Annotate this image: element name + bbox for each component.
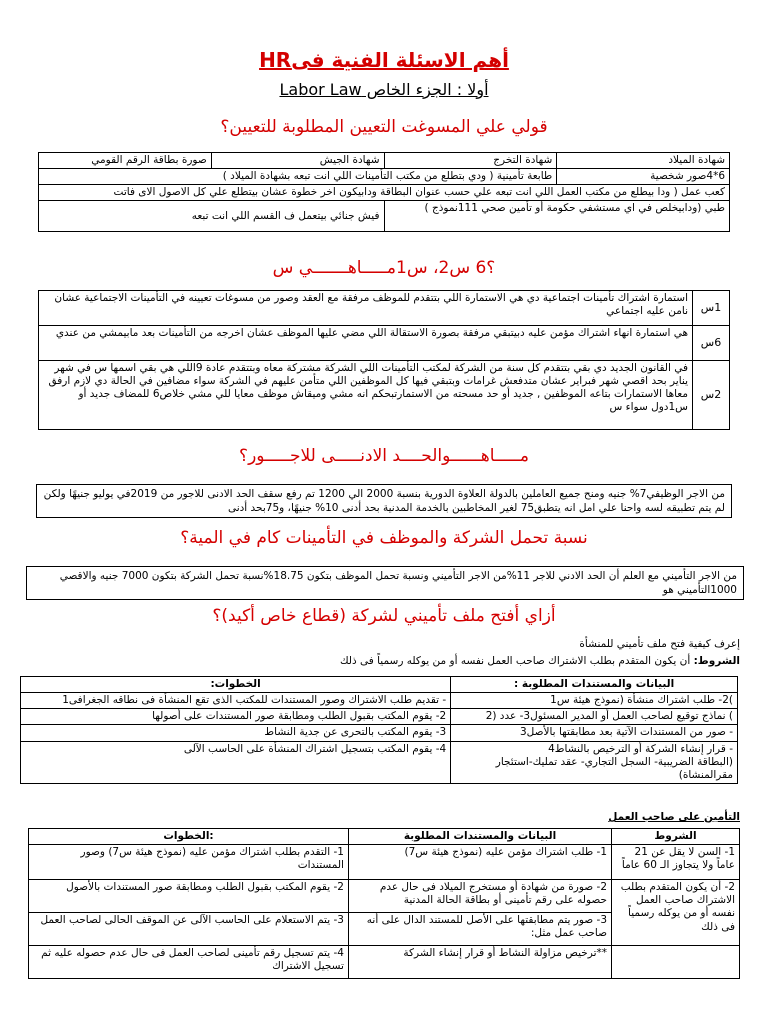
table-row	[21, 741, 738, 783]
table-row	[29, 845, 740, 880]
table-cell: ) نماذج توقيع لصاحب العمل أو المدير المسئول3- عدد (2	[451, 709, 738, 725]
table-cell: 1- طلب اشتراك مؤمن عليه (نموذج هيئة س7)	[348, 845, 611, 880]
required-documents-table	[38, 152, 730, 232]
form-code: 2س	[693, 361, 730, 430]
intro-text: إعرف كيفية فتح ملف تأميني للمنشأة	[579, 638, 740, 650]
table-cell: 4- يقوم المكتب بتسجيل اشتراك المنشأة على الحاسب الآلى	[21, 741, 451, 783]
section-subtitle: أولا : الجزء الخاص Labor Law	[279, 80, 489, 99]
column-header-steps: الخطوات:	[21, 677, 451, 693]
table-cell: 3- صور يتم مطابقتها على الأصل للمستند الدال على أنه صاحب عمل مثل:	[348, 913, 611, 946]
table-row	[29, 946, 740, 979]
doc-item: (البطاقة الضريبية- السجل التجاري- عقد تمليك-استئجار مقرالمنشاة)	[495, 755, 733, 781]
page-title: أهم الاسئلة الفنية فىHR	[259, 48, 509, 72]
employer-insurance-table	[28, 828, 740, 979]
table-cell: شهادة التخرج	[384, 153, 557, 169]
table-cell: 3- يتم الاستعلام على الحاسب الآلى عن الموقف الحالى لصاحب العمل	[29, 913, 349, 946]
table-row	[21, 677, 738, 693]
table-cell: )2- طلب اشتراك منشأة (نموذج هيئة س1	[451, 693, 738, 709]
heading-forms: ؟6 س2، س1مـــــاهـــــــي س	[272, 258, 496, 278]
table-cell: شهادة الجيش	[211, 153, 384, 169]
form-description: استمارة اشتراك تأمينات اجتماعية دي هي الاستمارة اللي بتتقدم للموظف مرفقة مع العقد وصور من مسوغات تعيينه في التأمينات الاجتماعية عشان نامن عليه اجتماعي	[39, 291, 693, 326]
conditions-label: الشروط:	[693, 655, 740, 667]
form-description: هي استمارة انهاء اشتراك مؤمن عليه دبيتبقي مرفقة بصورة الاستقالة اللي مضي عليها الموظف عشان اخرجه من التأمينات بعد مابيمشي من عندي	[39, 326, 693, 361]
table-row	[29, 880, 740, 913]
table-row	[39, 361, 730, 430]
table-cell: - تقديم طلب الاشتراك وصور المستندات للمكتب الذى تقع المنشأة فى نطاقه الجغرافى1	[21, 693, 451, 709]
heading-open-insurance-file: أزاي أفتح ملف تأميني لشركة (قطاع خاص أكيد)؟	[212, 606, 556, 626]
heading-minimum-wage: مـــــاهــــــوالحــــد الادنـــــى للاجـــــور؟	[239, 446, 529, 466]
forms-table	[38, 290, 730, 430]
table-cell: كعب عمل ( ودا بيطلع من مكتب العمل اللي انت تبعه علي حسب عنوان البطاقة ودابيكون اخر خطوة عشان بيتطلع علي كل الاصول الاى فاتت	[39, 185, 730, 201]
table-cell: 2- صورة من شهادة أو مستخرج الميلاد فى حال عدم حصوله على رقم تأمينى أو بطاقة الحالة المدنية	[348, 880, 611, 913]
form-description: في القانون الجديد دي بقي بتتقدم كل سنة من الشركة لمكتب التأمينات اللي الشركة مشتركة معاه وبتتقدم عادة 9اللي هي بقي اسمها س في شهر يناير بحد اقصي شهر فبراير عشان متدفعش غرامات وبتبقي فيها كل الموظفين اللي متأمن عليهم في الشركة سواء مضافين في الحالة دي لازم ارفق معاها الاستمارات بتاعه الموظفين , جديد أو حد مسحته من الاستمارتبحكم انه مشي وميقاش موظف معايا للي مشي خلاص6 للمضاف جديد أو س1دول سواء س	[39, 361, 693, 430]
heading-employer-insurance: التأمين على صاحب العمل	[608, 811, 740, 823]
table-cell: 2- أن يكون المتقدم بطلب الاشتراك صاحب العمل نفسه أو من يوكله رسمياً فى ذلك	[612, 880, 740, 946]
table-cell	[451, 741, 738, 783]
table-cell: 3- يقوم المكتب بالتحرى عن جدية النشاط	[21, 725, 451, 741]
table-row	[21, 709, 738, 725]
doc-item: - قرار إنشاء الشركة أو الترخيص بالنشاط4	[548, 742, 733, 755]
table-cell: شهادة الميلاد	[557, 153, 730, 169]
table-cell: 1- السن لا يقل عن 21 عاماً ولا يتجاوز الـ 60 عاماً	[612, 845, 740, 880]
column-header-conditions: الشروط	[612, 829, 740, 845]
table-cell: 1- التقدم بطلب اشتراك مؤمن عليه (نموذج هيئة س7) وصور المستندات	[29, 845, 349, 880]
table-cell: 4- يتم تسجيل رقم تأمينى لصاحب العمل فى حال عدم حصوله عليه ثم تسجيل الاشتراك	[29, 946, 349, 979]
table-cell: 6*4صور شخصية	[557, 169, 730, 185]
table-cell: 2- يقوم المكتب بقبول الطلب ومطابقة صور المستندات على أصولها	[21, 709, 451, 725]
table-row	[39, 201, 730, 232]
table-row	[39, 185, 730, 201]
table-row	[39, 291, 730, 326]
table-cell: - صور من المستندات الآتية بعد مطابقتها بالأصل3	[451, 725, 738, 741]
table-row	[21, 693, 738, 709]
company-file-table	[20, 676, 738, 784]
table-cell: طابعة تأمينية ( ودي بتطلع من مكتب التأمينات اللي انت تبعه بشهادة الميلاد )	[39, 169, 557, 185]
table-row	[39, 326, 730, 361]
column-header-docs: البيانات والمستندات المطلوبة :	[451, 677, 738, 693]
table-row	[39, 169, 730, 185]
table-cell: صورة بطاقة الرقم القومي	[39, 153, 212, 169]
heading-required-documents: قولي علي المسوغت التعيين المطلوبة للتعيين؟	[220, 117, 548, 137]
form-code: 1س	[693, 291, 730, 326]
column-header-docs: البيانات والمستندات المطلوبة	[348, 829, 611, 845]
table-cell: فيش جنائي بيتعمل ف القسم اللي انت تبعه	[39, 201, 385, 232]
conditions-text: أن يكون المتقدم بطلب الاشتراك صاحب العمل نفسه أو من يوكله رسمياً فى ذلك	[339, 655, 691, 667]
insurance-share-text: من الاجر التأميني مع العلم أن الحد الادني للاجر 11%من الاجر التأميني ونسبة تحمل الموظف بتكون 18.75%نسبة تحمل الشركة بتكون 7000 جنيه والاقصي 1000التأميني هو	[26, 566, 744, 600]
table-cell: **ترخيص مزاولة النشاط أو قرار إنشاء الشركة	[348, 946, 611, 979]
table-cell: طبي (ودابيخلص في اي مستشفي حكومة أو تأمين صحي 111نموذج )	[384, 201, 730, 232]
table-row	[29, 829, 740, 845]
table-row	[21, 725, 738, 741]
column-header-steps: :الخطوات	[29, 829, 349, 845]
table-cell	[612, 946, 740, 979]
conditions-line	[40, 655, 740, 667]
table-cell: 2- يقوم المكتب بقبول الطلب ومطابقة صور المستندات بالأصول	[29, 880, 349, 913]
table-row	[39, 153, 730, 169]
form-code: 6س	[693, 326, 730, 361]
heading-insurance-share: نسبة تحمل الشركة والموظف في التأمينات كام في المية؟	[180, 528, 588, 548]
minimum-wage-text: من الاجر الوظيفي7% جنيه ومنح جميع العاملين بالدولة العلاوة الدورية بنسبة 2000 الي 1200 تم رفع سقف الحد الادنى للاجور من 2019في يوليو جنيهًا ولكن لم يتم تطبيقه لسه واحنا علي امل انه يتطبق75 لغير المخاطبين بالخدمة المدنية بحد أدنى 10% جنيهًا، و75بحد أدنى	[36, 484, 732, 518]
